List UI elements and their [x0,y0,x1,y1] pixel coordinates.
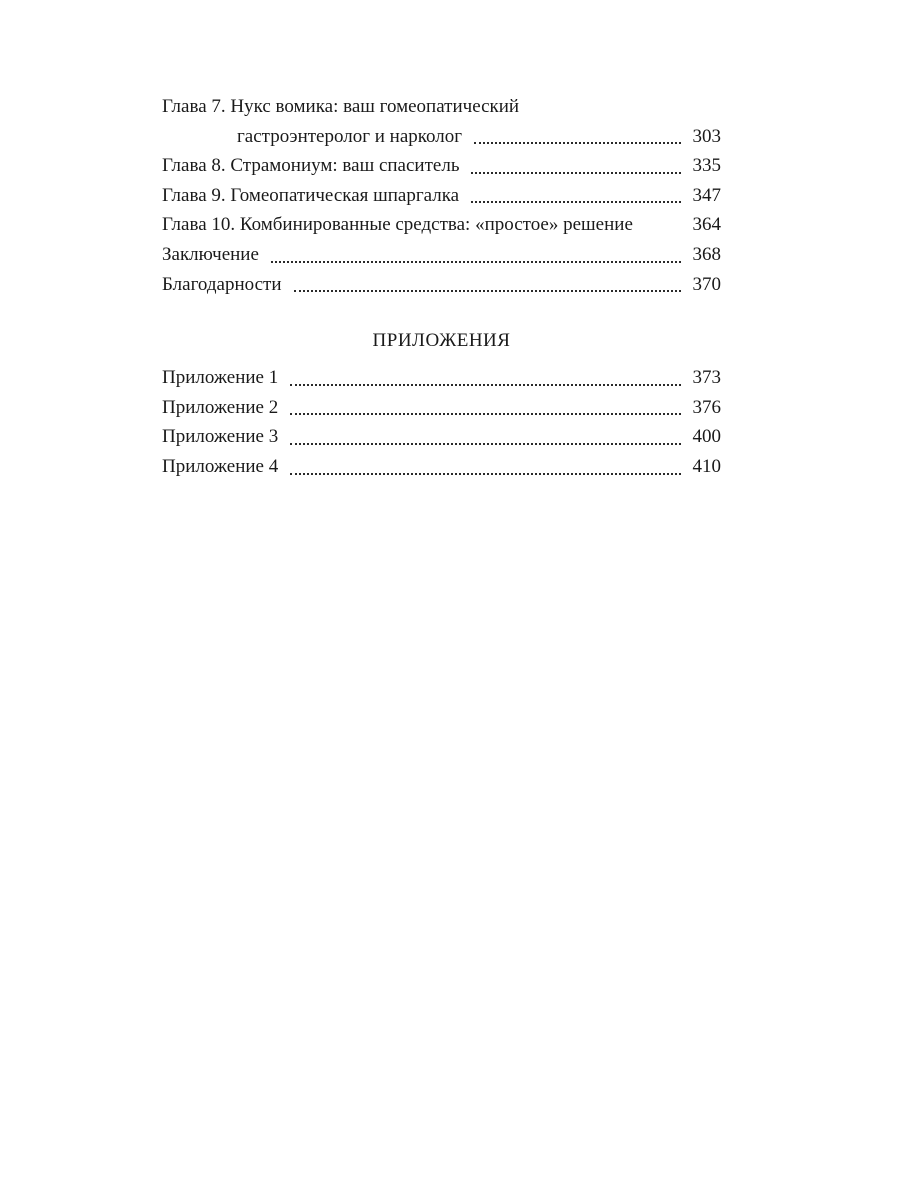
toc-entry-title-continuation: гастроэнтеролог и нарколог [237,125,463,147]
dot-leader [290,384,680,386]
toc-page-number: 364 [692,214,721,236]
toc-page-number: 410 [692,455,721,477]
toc-entry-title: Приложение 1 [162,367,279,389]
toc-entry-title: Заключение [162,243,259,265]
dot-leader [471,201,680,203]
toc-entry-title: Благодарности [162,273,282,295]
toc-page-number: 400 [692,426,721,448]
dot-leader [290,473,680,475]
toc-entry-chapter-8 [162,151,721,181]
toc-page-number: 373 [692,367,721,389]
toc-entry-acknowledgements [162,270,721,300]
toc-page-number: 335 [692,155,721,177]
toc-page-number: 368 [692,243,721,265]
toc-entry-appendix-1 [162,363,721,393]
dot-leader [471,172,680,174]
dot-leader [290,413,680,415]
toc-entry-chapter-7-title [162,92,721,122]
table-of-contents [162,92,721,482]
toc-entry-appendix-3 [162,422,721,452]
toc-page-number: 303 [692,125,721,147]
toc-page-number: 376 [692,396,721,418]
toc-entry-title: Глава 9. Гомеопатическая шпаргалка [162,184,460,206]
dot-leader [271,261,681,263]
toc-entry-title: Приложение 4 [162,455,279,477]
toc-page-number: 347 [692,184,721,206]
toc-entry-title: Глава 7. Нукс вомика: ваш гомеопатический [162,96,520,117]
toc-entry-title: Приложение 2 [162,396,279,418]
dot-leader [290,443,680,445]
appendices-heading: ПРИЛОЖЕНИЯ [372,330,511,352]
toc-entry-conclusion [162,240,721,270]
toc-page-number: 370 [692,273,721,295]
dot-leader [474,142,680,144]
toc-entry-title: Глава 8. Страмониум: ваш спаситель [162,155,460,177]
toc-entry-appendix-4 [162,452,721,482]
toc-entry-title: Глава 10. Комбинированные средства: «простое» решение [162,214,633,236]
toc-entry-appendix-2 [162,393,721,423]
toc-entry-chapter-9 [162,181,721,211]
toc-entry-chapter-10 [162,210,721,240]
toc-entry-title: Приложение 3 [162,426,279,448]
dot-leader [294,290,681,292]
toc-entry-chapter-7 [162,122,721,152]
